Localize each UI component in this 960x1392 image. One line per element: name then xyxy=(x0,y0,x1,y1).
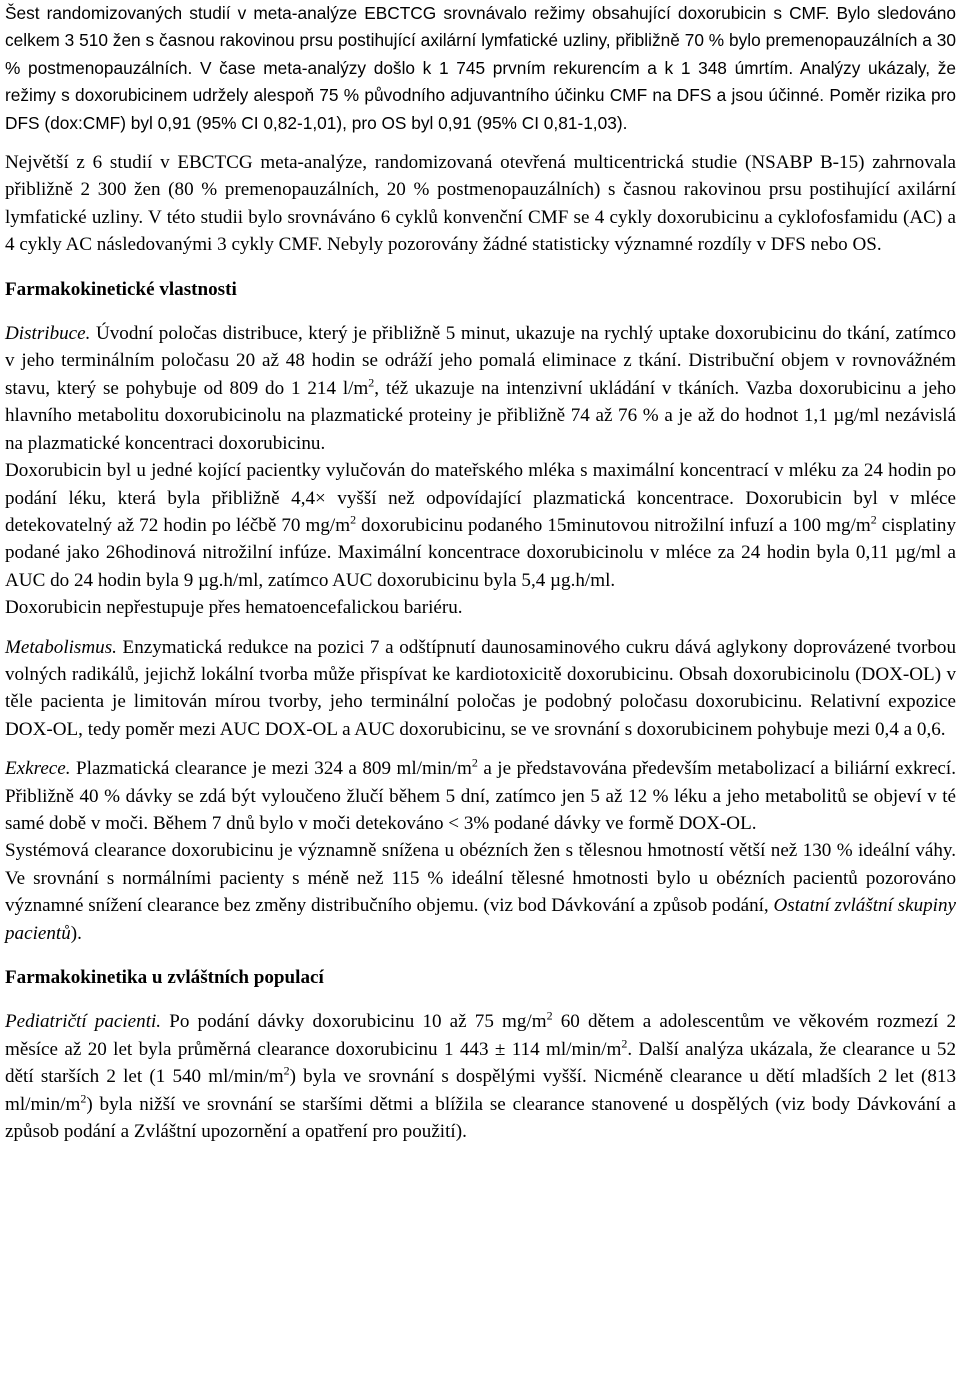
text: cisplatiny podané jako 26hodinová nitrožilní infúze. Maximální koncentrace doxorubicinolu v mléce za 24 hodin byla 0,11 µg/ml a AUC do 24 hodin byla 9 µg.h/ml, zatímco AUC doxorubicinu byla 5,4 µg.h/ml. xyxy=(5,514,956,591)
text: a je představována především metabolizací a biliární exkrecí. Přibližně 40 % dávky se zdá být vyloučeno žlučí během 5 dní, zatímco jen 5 až 12 % léku a jeho metabolitů se objeví v té samé době v moči. Během 7 dnů bylo v moči detekováno < 3% podané dávky ve formě DOX-OL. xyxy=(5,758,956,834)
italic-reference: Ostatní zvláštní skupiny pacientů xyxy=(5,895,956,944)
superscript: 2 xyxy=(870,512,877,527)
text: Doxorubicin byl u jedné kojící pacientky vylučován do mateřského mléka s maximální koncentrací v mléku za 24 hodin po podání léku, která byla přibližně 4,4× vyšší než odpovídající plazmatická koncentrace. Doxorubicin byl v mléce detekovatelný až 72 hodin po léčbě 70 mg/m xyxy=(5,460,956,536)
paragraph-pediatric xyxy=(5,1008,956,1145)
text: ). xyxy=(70,922,82,944)
label-exkrece: Exkrece. xyxy=(5,758,71,780)
paragraph-text: Šest randomizovaných studií v meta-analýze EBCTCG srovnávalo režimy obsahující doxorubicin s CMF. Bylo sledováno celkem 3 510 žen s časnou rakovinou prsu postihující axilární lymfatické uzliny, přibližně 70 % bylo premenopauzálních a 30 % postmenopauzálních. V čase meta-analýzy došlo k 1 745 prvním rekurencím a k 1 348 úmrtím. Analýzy ukázaly, že režimy s doxorubicinem udržely alespoň 75 % původního adjuvantního účinku CMF na DFS a jsou účinné. Poměr rizika pro DFS (dox:CMF) byl 0,91 (95% CI 0,82-1,01), pro OS byl 0,91 (95% CI 0,81-1,03). xyxy=(5,3,956,133)
paragraph-blood-brain-barrier: Doxorubicin nepřestupuje přes hematoencefalickou bariéru. xyxy=(5,597,463,619)
paragraph-distribuce xyxy=(5,320,956,457)
text: Systémová clearance doxorubicinu je významně snížena u obézních žen s tělesnou hmotností větší než 130 % ideální váhy. Ve srovnání s normálními pacienty s méně než 115 % ideální tělesné hmotnosti bylo u obézních pacientů pozorováno významné snížení clearance bez změny distribučního objemu. (viz bod Dávkování a způsob podání, xyxy=(5,840,956,917)
text: , též ukazuje na intenzivní ukládání v tkáních. Vazba doxorubicinu a jeho hlavního metabolitu doxorubicinolu na plazmatické proteiny je přibližně 74 až 76 % a je až do hodnot 1,1 µg/ml nezávislá na plazmatické koncentraci doxorubicinu. xyxy=(5,377,957,454)
paragraph-breast-milk xyxy=(5,457,956,594)
superscript: 2 xyxy=(368,375,375,390)
superscript: 2 xyxy=(471,755,478,770)
paragraph-exkrece xyxy=(5,755,956,837)
superscript: 2 xyxy=(621,1036,628,1051)
text: doxorubicinu podaného 15minutovou nitrožilní infuzí a 100 mg/m xyxy=(356,514,871,536)
text: ) byla nižší ve srovnání se staršími dětmi a blížila se clearance stanovené u dospělých (viz body Dávkování a způsob podání a Zvláštní upozornění a opatření pro použití). xyxy=(5,1093,956,1143)
superscript: 2 xyxy=(283,1063,290,1078)
text: . Další analýza ukázala, že clearance u 52 dětí starších 2 let (1 540 ml/min/m xyxy=(5,1038,956,1088)
text: Plazmatická clearance je mezi 324 a 809 ml/min/m xyxy=(70,758,472,780)
superscript: 2 xyxy=(350,512,357,527)
superscript: 2 xyxy=(80,1091,87,1106)
paragraph-systemic-clearance xyxy=(5,837,956,947)
text: 60 dětem a adolescentům ve věkovém rozmezí 2 měsíce až 20 let byla průměrná clearance doxorubicinu 1 443 ± 114 ml/min/m xyxy=(5,1011,956,1060)
paragraph-metabolismus xyxy=(5,634,956,744)
heading-special-populations: Farmakokinetika u zvláštních populací xyxy=(5,967,324,988)
label-pediatric: Pediatričtí pacienti. xyxy=(5,1011,162,1033)
label-distribuce: Distribuce. xyxy=(5,323,91,345)
text: Enzymatická redukce na pozici 7 a odštípnutí daunosaminového cukru dává aglykony doprovázené tvorbou volných radikálů, jejichž lokální tvorba může přispívat ke kardiotoxicitě doxorubicinu. Obsah doxorubicinolu (DOX-OL) v těle pacienta je limitován mírou tvorby, jeho terminální poločas je podobný poločasu doxorubicinu. Relativní expozice DOX-OL, tedy poměr mezi AUC DOX-OL a AUC doxorubicinu, se ve srovnání s doxorubicinem pohybuje mezi 0,4 a 0,6. xyxy=(5,636,956,740)
superscript: 2 xyxy=(546,1009,553,1024)
paragraph-nsabp-b15: Největší z 6 studií v EBCTCG meta-analýze, randomizovaná otevřená multicentrická studie (NSABP B-15) zahrnovala přibližně 2 300 žen (80 % premenopauzálních, 20 % postmenopauzálních) s časnou rakovinou prsu postihující axilární lymfatické uzliny. V této studii bylo srovnáváno 6 cyklů konvenční CMF se 4 cykly doxorubicinu a cyklofosfamidu (AC) a 4 cykly AC následovanými 3 cykly CMF. Nebyly pozorovány žádné statisticky významné rozdíly v DFS nebo OS. xyxy=(5,152,956,256)
paragraph-ebctcg-meta-analysis xyxy=(5,0,956,137)
text: Po podání dávky doxorubicinu 10 až 75 mg/m xyxy=(161,1011,547,1033)
label-metabolismus: Metabolismus. xyxy=(5,636,117,658)
heading-pharmacokinetic-properties: Farmakokinetické vlastnosti xyxy=(5,278,237,300)
text: Úvodní poločas distribuce, který je přibližně 5 minut, ukazuje na rychlý uptake doxorubicinu do tkání, zatímco v jeho terminálním poločasu 20 až 48 hodin se odráží jeho pomalá eliminace z tkání. Distribuční objem v rovnovážném stavu, který se pohybuje od 809 do 1 214 l/m xyxy=(5,323,956,399)
text: ) byla ve srovnání s dospělými vyšší. Nicméně clearance u dětí mladších 2 let (813 ml/min/m xyxy=(5,1066,956,1115)
